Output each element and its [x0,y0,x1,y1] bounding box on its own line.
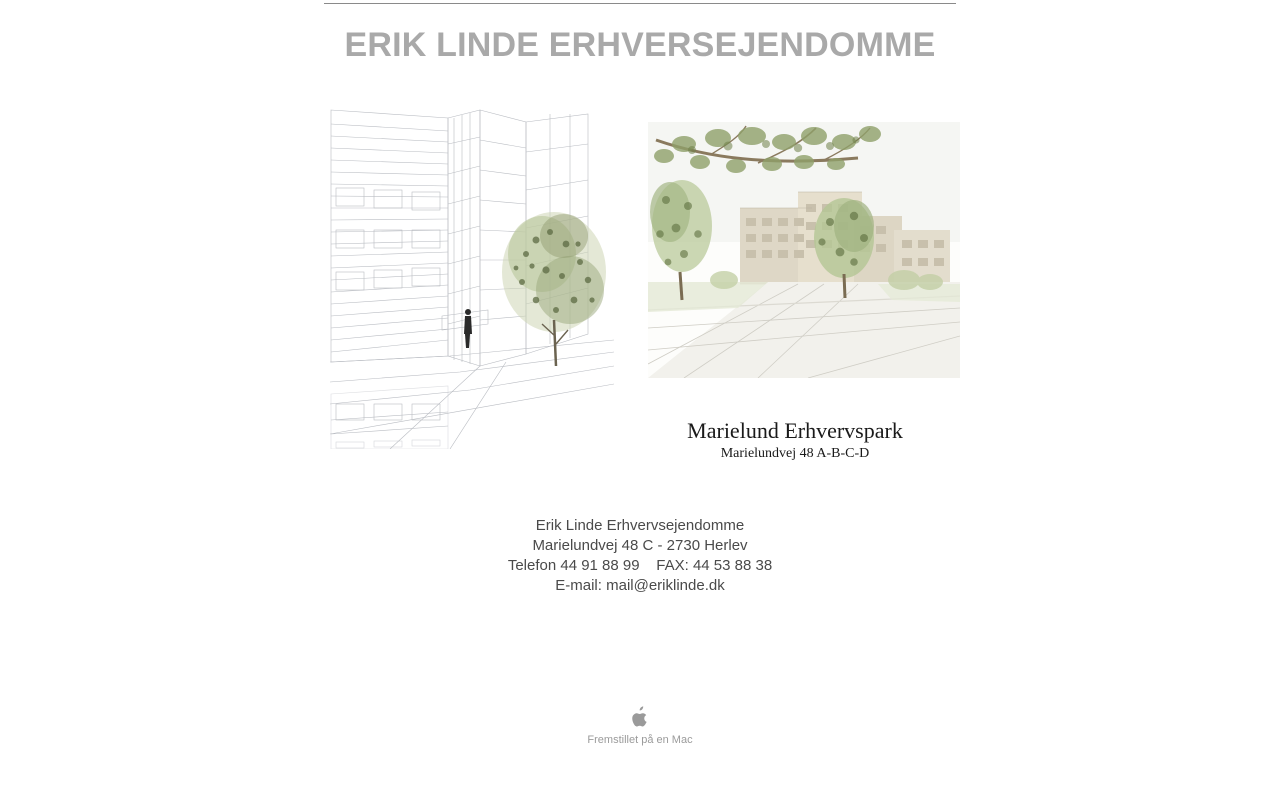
business-park-watercolour-image [648,122,960,378]
footer [0,706,1280,746]
contact-address: Marielundvej 48 C - 2730 Herlev [532,537,748,554]
apple-logo-icon [631,706,649,728]
caption-title: Marielund Erhvervspark [687,418,903,443]
contact-company: Erik Linde Erhvervsejendomme [535,517,745,534]
contact-email: E-mail: mail@eriklinde.dk [555,577,725,594]
building-line-drawing-image [330,104,614,449]
footer-text: Fremstillet på en Mac [587,734,693,746]
contact-phone-fax: Telefon 44 91 88 99 FAX: 44 53 88 38 [507,557,773,574]
contact-block [0,516,1280,596]
caption-subtitle: Marielundvej 48 A-B-C-D [720,446,870,461]
top-divider [324,0,956,4]
image-gallery [330,104,960,454]
page-title: ERIK LINDE ERHVERSEJENDOMME [344,26,936,64]
